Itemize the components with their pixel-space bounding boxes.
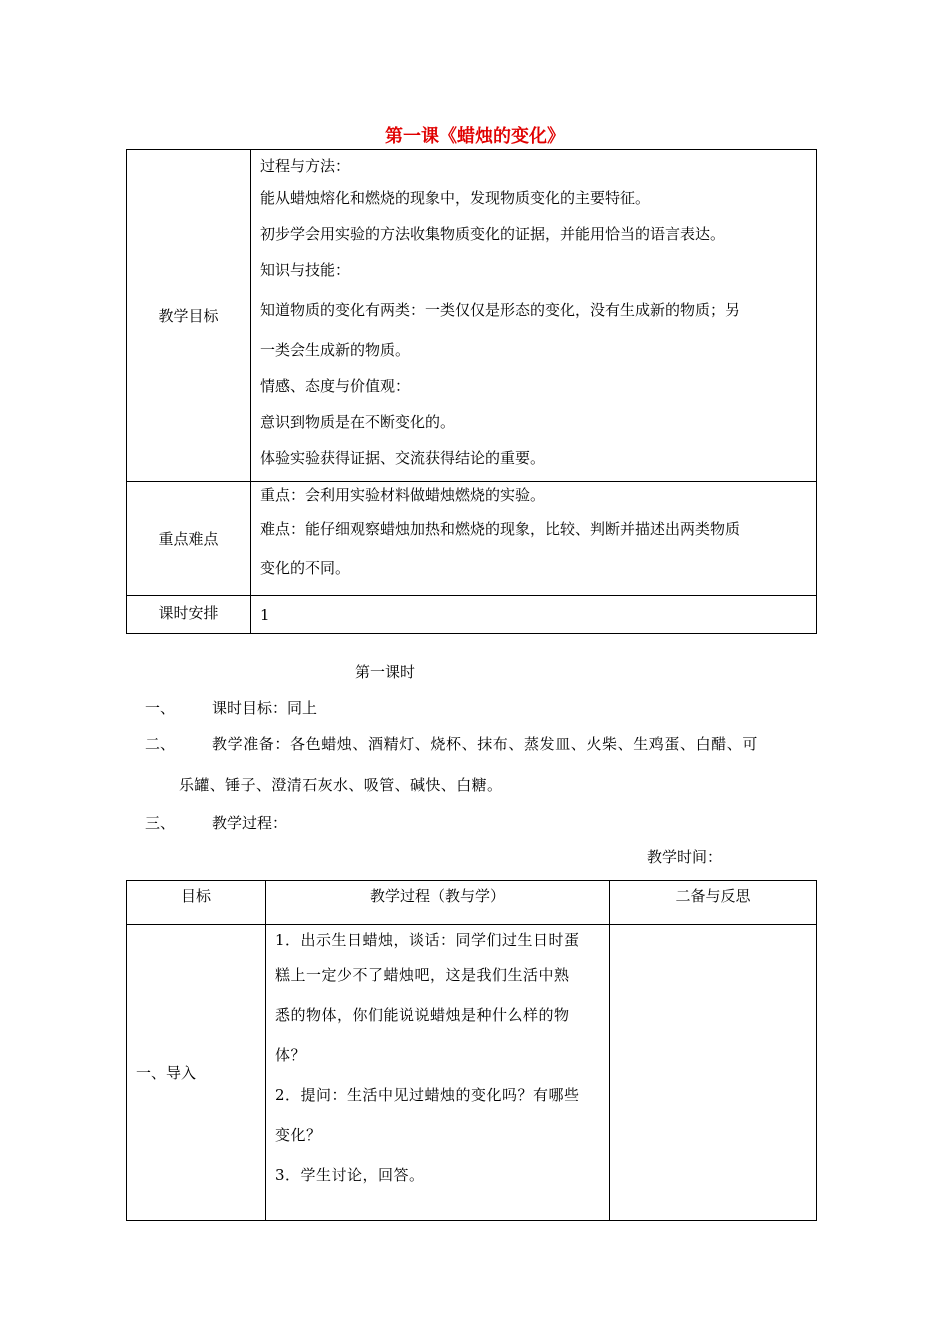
process-line: 2．提问：生活中见过蜡烛的变化吗？有哪些 [275,1086,580,1104]
process-content [266,925,610,1221]
process-line: 悉的物体，你们能说说蜡烛是种什么样的物 [275,1006,570,1024]
item-num: 二、 [145,735,176,753]
goal-line: 初步学会用实验的方法收集物质变化的证据，并能用恰当的语言表达。 [260,225,726,243]
goal-line: 能从蜡烛熔化和燃烧的现象中，发现物质变化的主要特征。 [260,189,651,207]
header-reflection: 二备与反思 [610,881,817,925]
key-line: 变化的不同。 [260,559,351,577]
hours-content [251,596,817,634]
key-line: 难点：能仔细观察蜡烛加热和燃烧的现象，比较、判断并描述出两类物质 [260,520,741,538]
process-line: 变化？ [275,1126,322,1144]
item-text: 教学准备：各色蜡烛、酒精灯、烧杯、抹布、蒸发皿、火柴、生鸡蛋、白醋、可 [212,735,759,753]
goal-label: 教学目标 [127,150,251,482]
header-goal: 目标 [127,881,266,925]
key-label: 重点难点 [127,482,251,596]
hours-label: 课时安排 [127,596,251,634]
process-line: 体？ [275,1046,307,1064]
process-line: 1．出示生日蜡烛，谈话：同学们过生日时蛋 [275,931,580,949]
process-table [126,880,817,1221]
item-text: 课时目标：同上 [212,699,318,717]
page-title: 第一课《蜡烛的变化》 [385,126,565,147]
row-label: 一、导入 [127,925,266,1221]
goal-line: 知识与技能： [260,261,351,279]
goal-content [251,150,817,482]
item-num: 三、 [145,814,176,832]
goal-line: 意识到物质是在不断变化的。 [260,413,456,431]
item-num: 一、 [145,699,176,717]
header-process: 教学过程（教与学） [266,881,610,925]
key-content [251,482,817,596]
item-text: 乐罐、锤子、澄清石灰水、吸管、碱快、白糖。 [179,776,503,794]
goal-line: 过程与方法： [260,157,351,175]
goal-line: 体验实验获得证据、交流获得结论的重要。 [260,449,546,467]
time-label: 教学时间： [647,848,723,866]
lesson-heading: 第一课时 [355,663,416,681]
hours-value: 1 [260,606,270,624]
goal-line: 情感、态度与价值观： [260,377,411,395]
item-text: 教学过程： [212,814,288,832]
process-line: 糕上一定少不了蜡烛吧，这是我们生活中熟 [275,966,570,984]
objectives-table [126,149,817,634]
process-line: 3．学生讨论，回答。 [275,1166,425,1184]
key-line: 重点：会利用实验材料做蜡烛燃烧的实验。 [260,486,546,504]
goal-line: 知道物质的变化有两类：一类仅仅是形态的变化，没有生成新的物质；另 [260,301,741,319]
goal-line: 一类会生成新的物质。 [260,341,411,359]
reflection-content [610,925,817,1221]
